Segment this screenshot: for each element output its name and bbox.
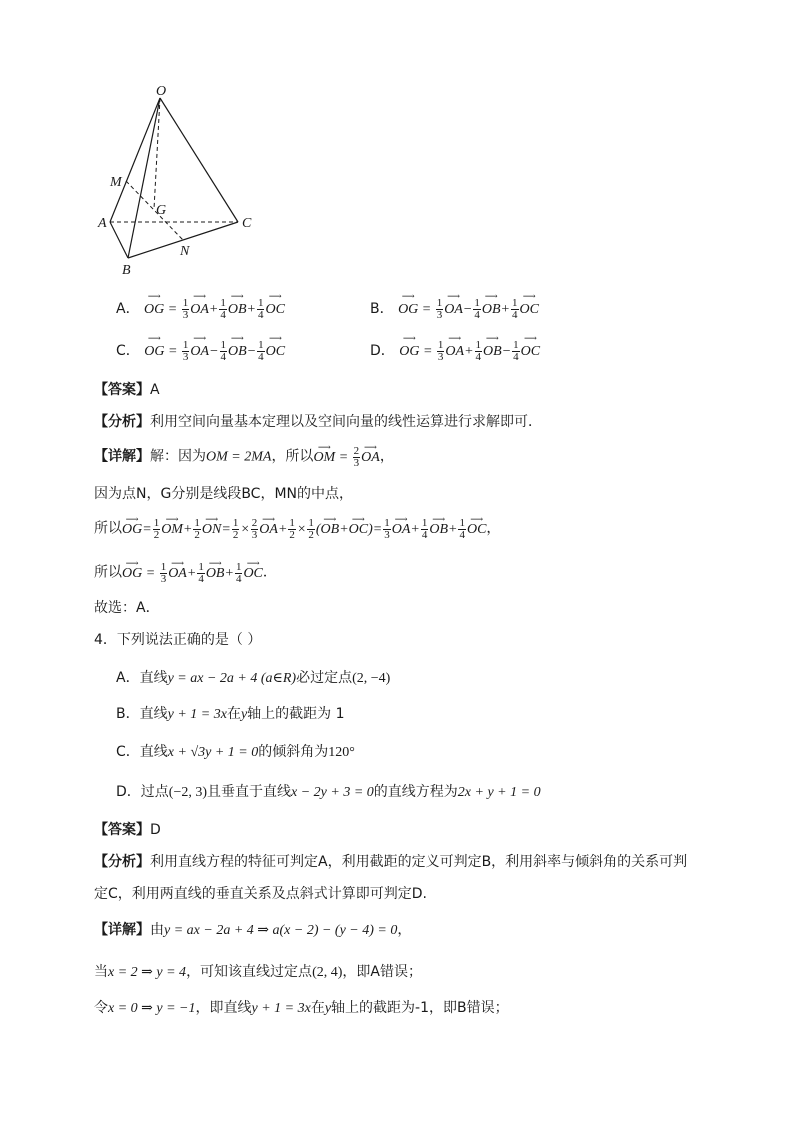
q4-detail-line1: 【详解】由y = ax − 2a + 4 ⇒ a(x − 2) − (y − 4) = 0， (94, 922, 412, 938)
q4-option-c: C．直线x + √3y + 1 = 0的倾斜角为120° (116, 744, 355, 760)
label-O: O (156, 84, 167, 99)
q4-option-d: D．过点(−2, 3)且垂直于直线x − 2y + 3 = 0的直线方程为2x + y + 1 = 0 (116, 784, 541, 800)
q4-option-b: B．直线y + 1 = 3x在y轴上的截距为 1 (116, 706, 345, 722)
q3-option-a-expr: ⟶ OG = $\frac{1}{3}$ ⟶ OA+ $\frac{1}{4}$ ⟶ OB+ $\frac{1}{4}$ ⟶ OC (144, 302, 285, 317)
q4-answer: 【答案】D (94, 822, 161, 838)
q3-detail-line3: 所以⟶ OG= $\frac{1}{2}$ ⟶ OM+ $\frac{1}{2}$ ⟶ ON= $\frac{1}{2}$ × $\frac{2}{3}$ ⟶ OA+ $\frac{1}{2}$ × $\frac{1}{2}$ (⟶ OB+⟶ OC)= $\frac{1}{3}$ ⟶ OA+ $\frac{1}{4}$ ⟶ OB+ $\frac{1}{4}$ ⟶ OC， (94, 518, 500, 541)
q4-detail-line3: 令x = 0 ⇒ y = −1，即直线y + 1 = 3x在y轴上的截距为-1，即B错误； (94, 1000, 509, 1016)
label-C: C (242, 216, 252, 231)
q3-option-c: C． ⟶ OG = $\frac{1}{3}$ ⟶ OA− $\frac{1}{4}$ ⟶ OB− $\frac{1}{4}$ ⟶ OC (116, 340, 285, 363)
q3-option-a: A． ⟶ OG = $\frac{1}{3}$ ⟶ OA+ $\frac{1}{4}$ ⟶ OB+ $\frac{1}{4}$ ⟶ OC (116, 298, 285, 321)
q3-detail-line1: 【详解】解：因为OM = 2MA，所以⟶ OM = $\frac{2}{3}$ ⟶ OA， (94, 446, 394, 469)
edge-OC (160, 98, 238, 222)
q3-conclusion: 故选：A． (94, 600, 160, 616)
label-M: M (110, 175, 122, 190)
q3-option-b-expr: ⟶ OG = $\frac{1}{3}$ ⟶ OA− $\frac{1}{4}$ ⟶ OB+ $\frac{1}{4}$ ⟶ OC (398, 302, 539, 317)
q3-detail-line4-math: ⟶ OG = $\frac{1}{3}$ ⟶ OA+ $\frac{1}{4}$ ⟶ OB+ $\frac{1}{4}$ ⟶ OC (122, 566, 263, 581)
q3-answer: 【答案】A (94, 382, 160, 398)
edge-OA (110, 98, 160, 222)
edge-AB (110, 222, 128, 258)
q3-option-d: D． ⟶ OG = $\frac{1}{3}$ ⟶ OA+ $\frac{1}{4}$ ⟶ OB− $\frac{1}{4}$ ⟶ OC (370, 340, 540, 363)
q3-option-b: B． ⟶ OG = $\frac{1}{3}$ ⟶ OA− $\frac{1}{4}$ ⟶ OB+ $\frac{1}{4}$ ⟶ OC (370, 298, 539, 321)
q3-option-d-expr: ⟶ OG = $\frac{1}{3}$ ⟶ OA+ $\frac{1}{4}$ ⟶ OB− $\frac{1}{4}$ ⟶ OC (399, 344, 540, 359)
q3-option-c-expr: ⟶ OG = $\frac{1}{3}$ ⟶ OA− $\frac{1}{4}$ ⟶ OB− $\frac{1}{4}$ ⟶ OC (144, 344, 285, 359)
label-G: G (156, 203, 167, 218)
label-A: A (98, 216, 107, 231)
segment-MN (126, 181, 183, 240)
label-N: N (180, 244, 190, 259)
q3-analysis: 【分析】利用空间向量基本定理以及空间向量的线性运算进行求解即可． (94, 414, 542, 430)
q3-detail-line4: 所以⟶ OG = $\frac{1}{3}$ ⟶ OA+ $\frac{1}{4}$ ⟶ OB+ $\frac{1}{4}$ ⟶ OC． (94, 562, 277, 585)
q4-analysis-line2: 定C，利用两直线的垂直关系及点斜式计算即可判定D. (94, 886, 428, 902)
q4-analysis-line1: 【分析】利用直线方程的特征可判定A，利用截距的定义可判定B，利用斜率与倾斜角的关系可判 (94, 854, 688, 870)
q4-detail-line2: 当x = 2 ⇒ y = 4，可知该直线过定点(2, 4)，即A错误； (94, 964, 422, 980)
tetrahedron-figure (90, 80, 270, 280)
q4-option-a: A．直线y = ax − 2a + 4 (a∈R)必过定点(2, −4) (116, 670, 391, 686)
q4-stem: 4．下列说法正确的是（ ） (94, 632, 262, 648)
q3-detail-line2: 因为点N，G分别是线段BC，MN的中点， (94, 486, 354, 502)
q3-detail-line3-math: ⟶ OG= $\frac{1}{2}$ ⟶ OM+ $\frac{1}{2}$ ⟶ ON= $\frac{1}{2}$ × $\frac{2}{3}$ ⟶ OA+ $\frac{1}{2}$ × $\frac{1}{2}$ (⟶ OB+⟶ OC)= $\frac{1}{3}$ ⟶ OA+ $\frac{1}{4}$ ⟶ OB+ $\frac{1}{4}$ ⟶ OC (122, 522, 486, 537)
label-B: B (122, 263, 131, 278)
